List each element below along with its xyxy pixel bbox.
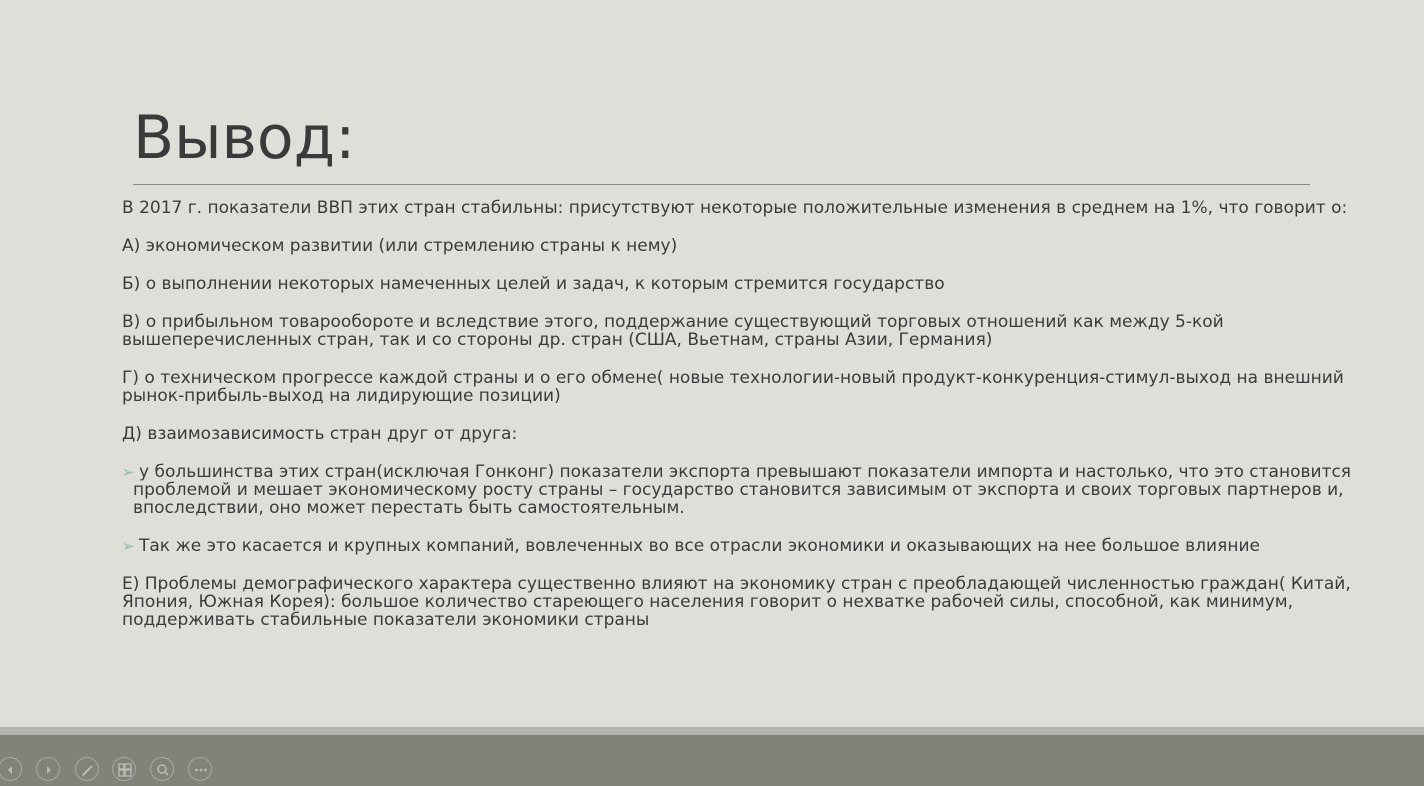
item-e: [122, 575, 1352, 629]
item-g: [122, 369, 1352, 405]
previous-icon: [0, 758, 23, 782]
bullet-item-1: [122, 463, 1352, 517]
bullet-1-line-1: у большинства этих стран(исключая Гонконг) показатели экспорта превышают показатели импорта и настолько, что это становится: [139, 462, 1352, 482]
bullet-2-line-1: Так же это касается и крупных компаний, вовлеченных во все отрасли экономики и оказывающих на нее большое влияние: [139, 536, 1260, 556]
item-v-line-2: вышеперечисленных стран, так и со стороны др. стран (США, Вьетнам, страны Азии, Германия): [122, 330, 993, 350]
arrow-bullet-icon: ➢: [122, 537, 135, 555]
zoom-icon: [151, 758, 175, 782]
slide-title: Вывод:: [133, 103, 356, 173]
item-v: [122, 313, 1352, 349]
bullet-item-2: [122, 537, 1352, 555]
next-icon: [37, 758, 61, 782]
item-d-line-1: Д) взаимозависимость стран друг от друга:: [122, 424, 518, 444]
slides-icon: [113, 758, 137, 782]
item-e-line-1: Е) Проблемы демографического характера существенно влияют на экономику стран с преобладающей численностью граждан( Китай,: [122, 574, 1351, 594]
item-g-line-2: рынок-прибыль-выход на лидирующие позиции): [122, 386, 561, 406]
zoom-button[interactable]: [150, 757, 174, 781]
title-divider: [133, 184, 1310, 185]
item-g-line-1: Г) о техническом прогрессе каждой страны и о его обмене( новые технологии-новый продукт-конкуренция-стимул-выход на внешний: [122, 368, 1344, 388]
item-d: [122, 425, 1352, 443]
item-e-line-2: Япония, Южная Корея): большое количество стареющего населения говорит о нехватке рабочей силы, способной, как минимум,: [122, 592, 1294, 612]
see-all-slides-button[interactable]: [112, 757, 136, 781]
previous-slide-button[interactable]: [0, 757, 22, 781]
bullet-1-line-2: проблемой и мешает экономическому росту страны – государство становится зависимым от экспорта и своих торговых партнеров и,: [133, 480, 1344, 500]
intro-text: В 2017 г. показатели ВВП этих стран стабильны: присутствуют некоторые положительные изменения в среднем на 1%, что говорит о:: [122, 198, 1348, 218]
arrow-bullet-icon: ➢: [122, 463, 135, 481]
bullet-1-line-3: впоследствии, оно может перестать быть самостоятельным.: [133, 498, 685, 518]
slide-body: [122, 199, 1352, 629]
item-v-line-1: В) о прибыльном товарообороте и вследствие этого, поддержание существующий торговых отношений как между 5-кой: [122, 312, 1224, 332]
slideshow-toolbar: [0, 735, 1424, 786]
item-a-line-1: А) экономическом развитии (или стремлению страны к нему): [122, 236, 678, 256]
item-e-line-3: поддерживать стабильные показатели экономики страны: [122, 610, 650, 630]
next-slide-button[interactable]: [36, 757, 60, 781]
pen-tool-button[interactable]: [75, 757, 99, 781]
more-icon: [189, 758, 213, 782]
item-b: [122, 275, 1352, 293]
pen-icon: [76, 758, 100, 782]
item-a: [122, 237, 1352, 255]
more-options-button[interactable]: [188, 757, 212, 781]
slide-bottom-strip: [0, 727, 1424, 735]
item-b-line-1: Б) о выполнении некоторых намеченных целей и задач, к которым стремится государство: [122, 274, 945, 294]
